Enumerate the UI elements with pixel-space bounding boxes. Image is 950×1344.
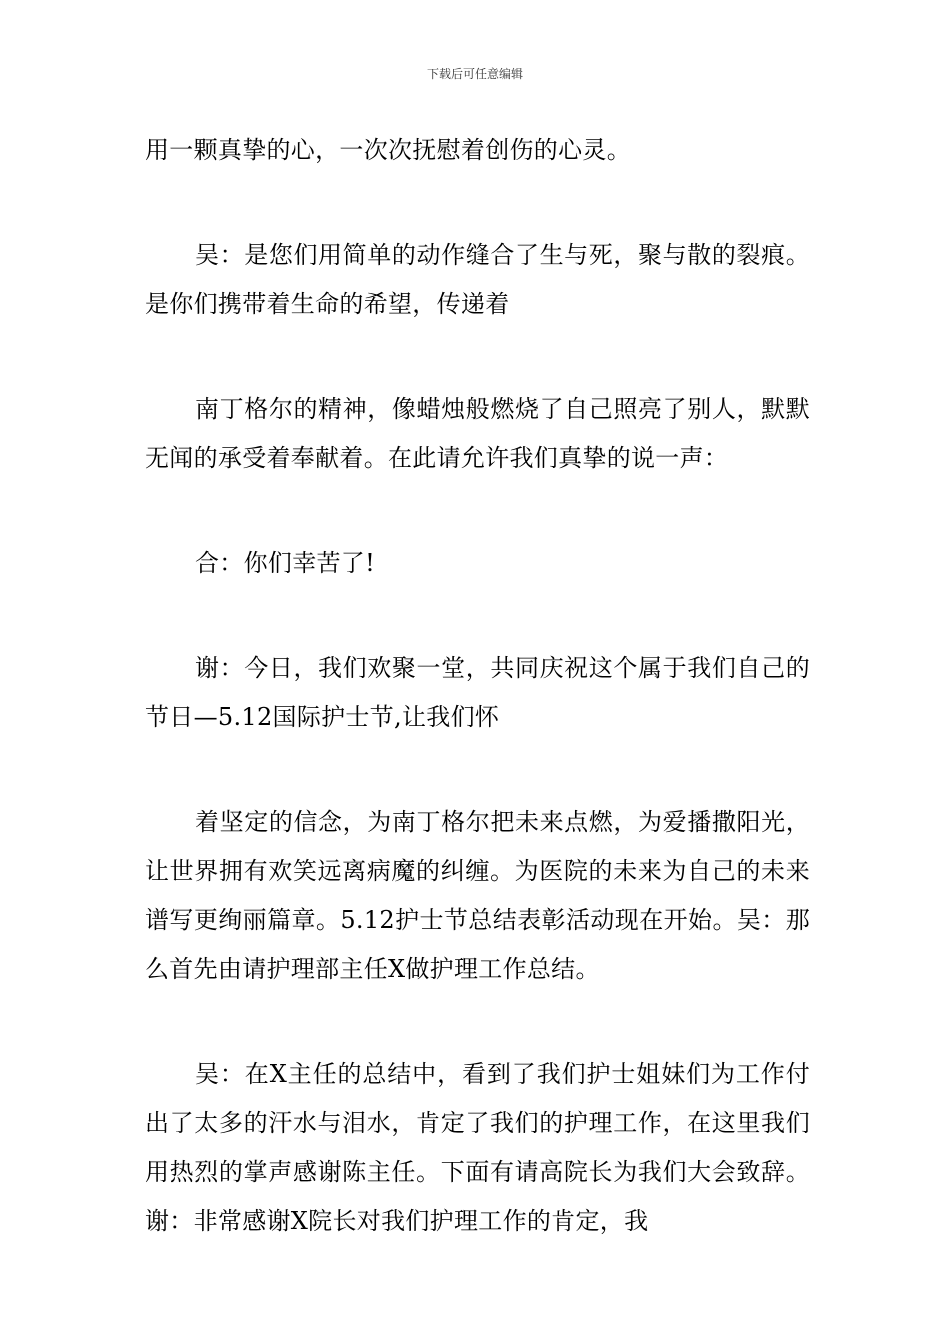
paragraph-1: 用一颗真挚的心，一次次抚慰着创伤的心灵。 xyxy=(145,136,631,164)
paragraph-3: 南丁格尔的精神，像蜡烛般燃烧了自己照亮了别人，默默无闻的承受着奉献着。在此请允许我们真挚的说一声： xyxy=(145,395,810,472)
paragraph-2: 吴：是您们用简单的动作缝合了生与死，聚与散的裂痕。是你们携带着生命的希望，传递着 xyxy=(145,241,810,318)
page-header-note: 下载后可任意编辑 xyxy=(426,67,523,81)
document-body xyxy=(145,126,810,1246)
paragraph-7: 吴：在X主任的总结中，看到了我们护士姐妹们为工作付出了太多的汗水与泪水，肯定了我们的护理工作，在这里我们用热烈的掌声感谢陈主任。下面有请高院长为我们大会致辞。谢：非常感谢X院长对我们护理工作的肯定，我 xyxy=(145,1060,810,1235)
paragraph-6: 着坚定的信念，为南丁格尔把未来点燃，为爱播撒阳光，让世界拥有欢笑远离病魔的纠缠。为医院的未来为自己的未来谱写更绚丽篇章。5.12护士节总结表彰活动现在开始。吴：那么首先由请护理部主任X做护理工作总结。 xyxy=(145,808,810,983)
paragraph-4: 合：你们幸苦了! xyxy=(195,549,376,577)
paragraph-5: 谢：今日，我们欢聚一堂，共同庆祝这个属于我们自己的节日—5.12国际护士节,让我们怀 xyxy=(145,654,810,731)
